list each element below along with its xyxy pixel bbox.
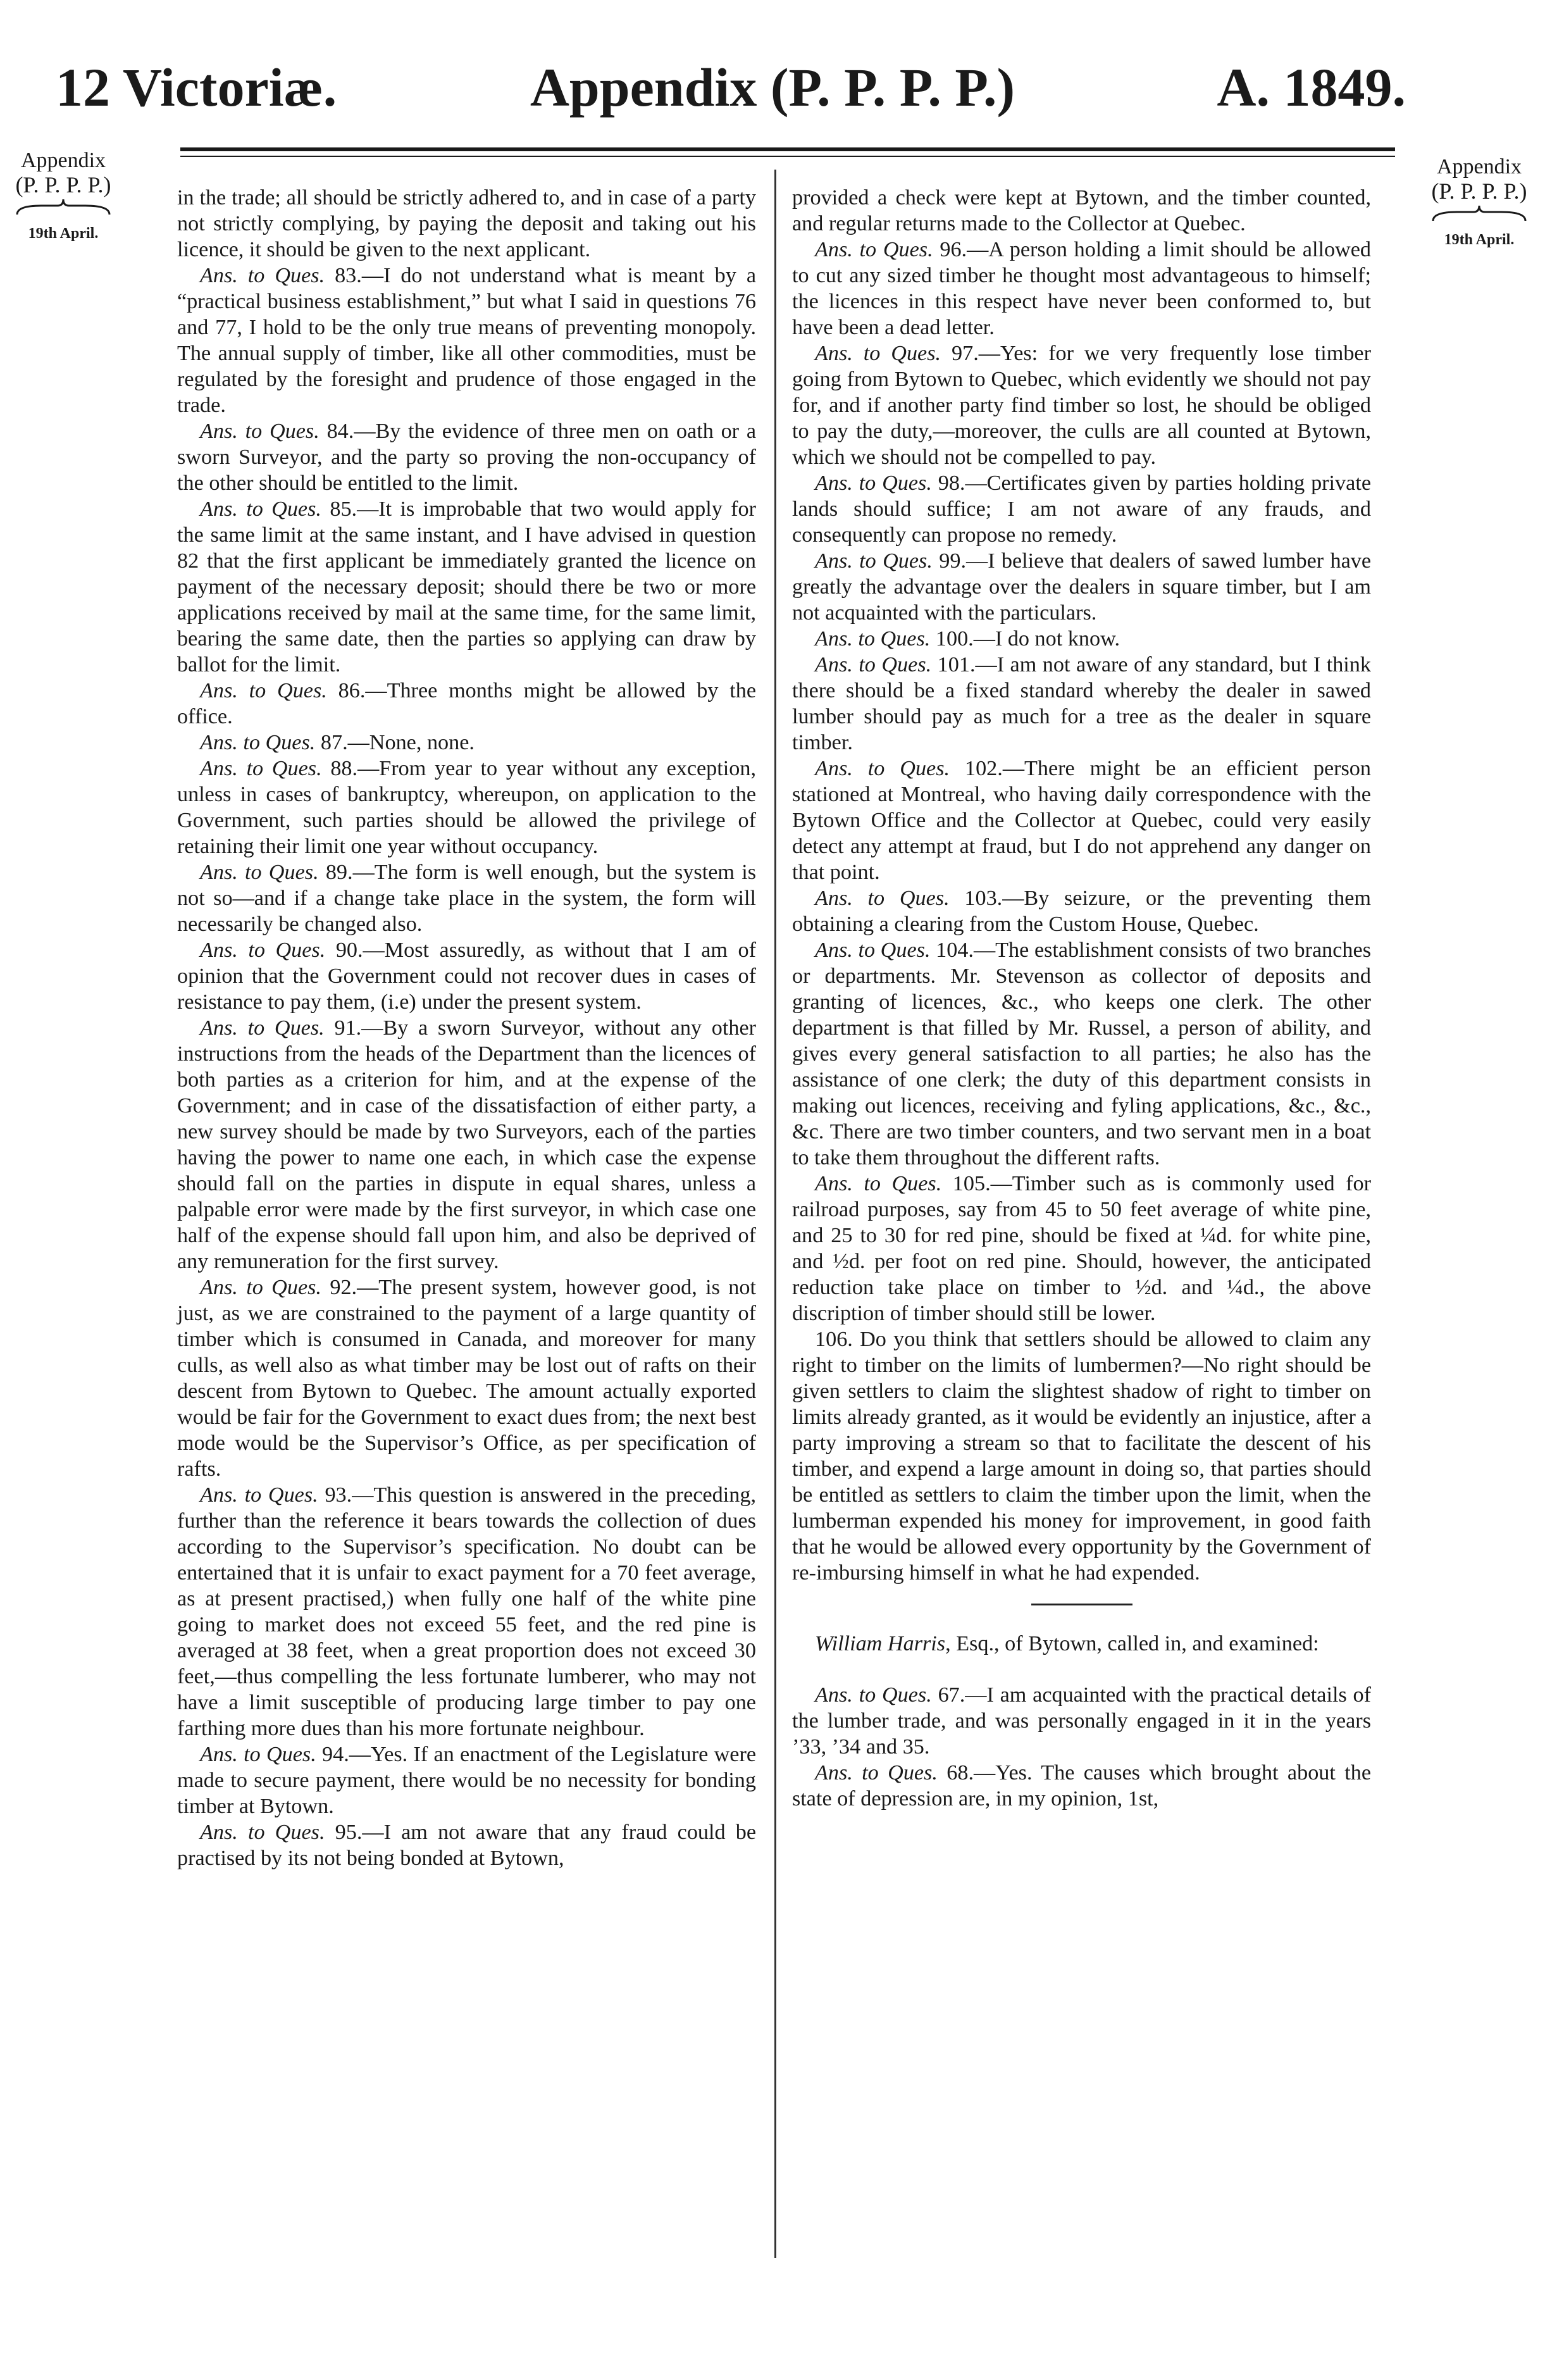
margin-note-code: (P. P. P. P.) [1431,178,1527,204]
answer-paragraph: Ans. to Ques. 85.—It is improbable that two would apply for the same limit at the same instant, and I have advised in question 82 that the first applicant be immediately granted the licence on payment of the necessary deposit; should there be two or more applications received by mail at the same time, for the same limit, bearing the same date, then the parties so applying can draw by ballot for the limit. [177,497,757,676]
witness-introduction: William Harris, Esq., of Bytown, called in, and examined: [815,1632,1319,1655]
header-appendix-title: Appendix (P. P. P. P.) [530,57,1015,118]
answer-paragraph: Ans. to Ques. 94.—Yes. If an enactment of the Legislature were made to secure payment, there would be no necessity for bonding timber at Bytown. [177,1743,756,1818]
answer-paragraph: Ans. to Ques. 88.—From year to year without any exception, unless in cases of bankruptcy, whereupon, on application to the Government, such parties should be allowed the privilege of retaining their limit one year without occupancy. [177,757,757,858]
answer-paragraph: Ans. to Ques. 68.—Yes. The causes which brought about the state of depression are, in my opinion, 1st, [792,1761,1372,1810]
answer-paragraph: Ans. to Ques. 96.—A person holding a limit should be allowed to cut any sized timber he thought most advantageous to himself; the licences in this respect have never been conformed to, but have been a dead letter. [792,238,1372,339]
answer-paragraph: Ans. to Ques. 100.—I do not know. [815,627,1120,651]
margin-note-left [0,149,127,242]
paragraph: provided a check were kept at Bytown, and the timber counted, and regular returns made to the Collector at Quebec. [792,186,1371,235]
answer-paragraph: Ans. to Ques. 86.—Three months might be allowed by the office. [177,679,757,728]
header-year: A. 1849. [1217,57,1406,118]
left-column [177,185,756,1871]
answer-paragraph: Ans. to Ques. 91.—By a sworn Surveyor, without any other instructions from the heads of the Department than the licences of both parties as a criterion for him, and at the expense of the Government; and in case of the dissatisfaction of either party, a new survey should be made by two Surveyors, each of the parties having the power to name one each, in which case the expense should fall on the parties in dispute in equal shares, unless a palpable error were made by the first surveyor, in which case one half of the expense should fall upon him, and also be deprived of any remuneration for the first survey. [177,1016,757,1273]
answer-paragraph: Ans. to Ques. 101.—I am not aware of any standard, but I think there should be a fixed standard whereby the dealer in sawed lumber should pay as much for a tree as the dealer in square timber. [792,653,1371,754]
answer-paragraph: Ans. to Ques. 104.—The establishment consists of two branches or departments. Mr. Stevenson as collector of deposits and granting of licences, &c., who keeps one clerk. The other department is that filled by Mr. Russel, a person of ability, and gives every general satisfaction to all parties; he also has the assistance of one clerk; the duty of this department consists in making out licences, receiving and fyling applications, &c., &c., &c. There are two timber counters, and two servant men in a boat to take them throughout the different rafts. [792,938,1371,1169]
answer-paragraph: Ans. to Ques. 93.—This question is answered in the preceding, further than the reference it bears towards the collection of dues according to the Supervisor’s specification. No doubt can be entertained that it is unfair to exact payment for a 70 feet average, as at present practised,) when fully one half of the white pine going to market does not exceed 55 feet, and the red pine is averaged at 38 feet, when a great proportion does not exceed 30 feet,—thus compelling the less fortunate lumberer, who may not have a limit susceptible of producing large timber to pay one farthing more dues than his more fortunate neighbour. [177,1483,756,1740]
header-regnal-year: 12 Victoriæ. [56,57,337,118]
header-rule-thick [180,147,1395,151]
question-paragraph: 106. Do you think that settlers should be allowed to claim any right to timber on the limits of lumbermen?—No right should be given settlers to claim the slightest shadow of right to timber on limits already granted, as it would be evidently an injustice, after a party improving a stream so that to facilitate the descent of his timber, and expend a large amount in doing so, that parties should be entitled as settlers to claim the timber upon the limit, when the lumberman expended his money for improvement, in good faith that he would be allowed every opportunity by the Government of re-imbursing himself in what he had expended. [792,1328,1371,1585]
section-separator [1031,1604,1132,1605]
column-divider [774,170,776,2258]
answer-paragraph: Ans. to Ques. 84.—By the evidence of three men on oath or a sworn Surveyor, and the party so proving the non-occupancy of the other should be entitled to the limit. [177,420,756,495]
witness-name: William Harris [815,1632,946,1655]
margin-note-appendix: Appendix [1436,155,1522,178]
brace-icon [1432,204,1527,223]
header-rule-thin [180,156,1395,157]
answer-paragraph: Ans. to Ques. 92.—The present system, however good, is not just, as we are constrained to the payment of a large quantity of timber which is consumed in Canada, and moreover for many culls, as well also as what timber may be lost out of rafts on their descent from Bytown to Quebec. The amount actually exported would be fair for the Government to exact dues from; the next best mode would be the Supervisor’s Office, as per specification of rafts. [177,1276,756,1481]
brace-icon [16,198,111,217]
margin-note-date: 19th April. [1444,232,1515,249]
margin-note-appendix: Appendix [20,149,106,172]
answer-paragraph: Ans. to Ques. 97.—Yes: for we very frequently lose timber going from Bytown to Quebec, which evidently we should not pay for, and if another party find timber so lost, he should be obliged to pay the duty,—moreover, the culls are all counted at Bytown, which we should not be compelled to pay. [792,342,1371,469]
paragraph: in the trade; all should be strictly adhered to, and in case of a party not strictly complying, by paying the deposit and taking out his licence, it should be given to the next applicant. [177,186,756,261]
answer-paragraph: Ans. to Ques. 90.—Most assuredly, as without that I am of opinion that the Government could not recover dues in cases of resistance to pay them, (i.e) under the present system. [177,938,756,1014]
answer-paragraph: Ans. to Ques. 89.—The form is well enough, but the system is not so—and if a change take place in the system, the form will necessarily be changed also. [177,861,756,936]
answer-paragraph: Ans. to Ques. 83.—I do not understand what is meant by a “practical business establishment,” but what I said in questions 76 and 77, I hold to be the only true means of preventing monopoly. The annual supply of timber, like all other commodities, must be regulated by the foresight and prudence of those engaged in the trade. [177,264,756,417]
margin-note-code: (P. P. P. P.) [15,171,111,197]
answer-paragraph: Ans. to Ques. 67.—I am acquainted with the practical details of the lumber trade, and was personally engaged in it in the years ’33, ’34 and 35. [792,1683,1372,1759]
right-column [792,185,1371,1812]
margin-note-date: 19th April. [28,225,99,242]
answer-paragraph: Ans. to Ques. 99.—I believe that dealers of sawed lumber have greatly the advantage over the dealers in square timber, but I am not acquainted with the particulars. [792,549,1372,625]
answer-paragraph: Ans. to Ques. 102.—There might be an efficient person stationed at Montreal, who having daily correspondence with the Bytown Office and the Collector at Quebec, could very easily detect any attempt at fraud, but I do not apprehend any danger on that point. [792,757,1371,884]
answer-paragraph: Ans. to Ques. 95.—I am not aware that any fraud could be practised by its not being bonded at Bytown, [177,1821,757,1870]
margin-note-right [1416,156,1542,248]
answer-paragraph: Ans. to Ques. 103.—By seizure, or the preventing them obtaining a clearing from the Custom House, Quebec. [792,887,1371,936]
answer-paragraph: Ans. to Ques. 98.—Certificates given by parties holding private lands should suffice; I am not aware of any frauds, and consequently can propose no remedy. [792,471,1371,547]
answer-paragraph: Ans. to Ques. 105.—Timber such as is commonly used for railroad purposes, say from 45 to 50 feet average of white pine, and 25 to 30 for red pine, should be fixed at ¼d. for white pine, and ½d. per foot on red pine. Should, however, the anticipated reduction take place on timber to ½d. and ¼d., the above discription of timber should still be lower. [792,1172,1372,1325]
answer-paragraph: Ans. to Ques. 87.—None, none. [200,731,475,754]
